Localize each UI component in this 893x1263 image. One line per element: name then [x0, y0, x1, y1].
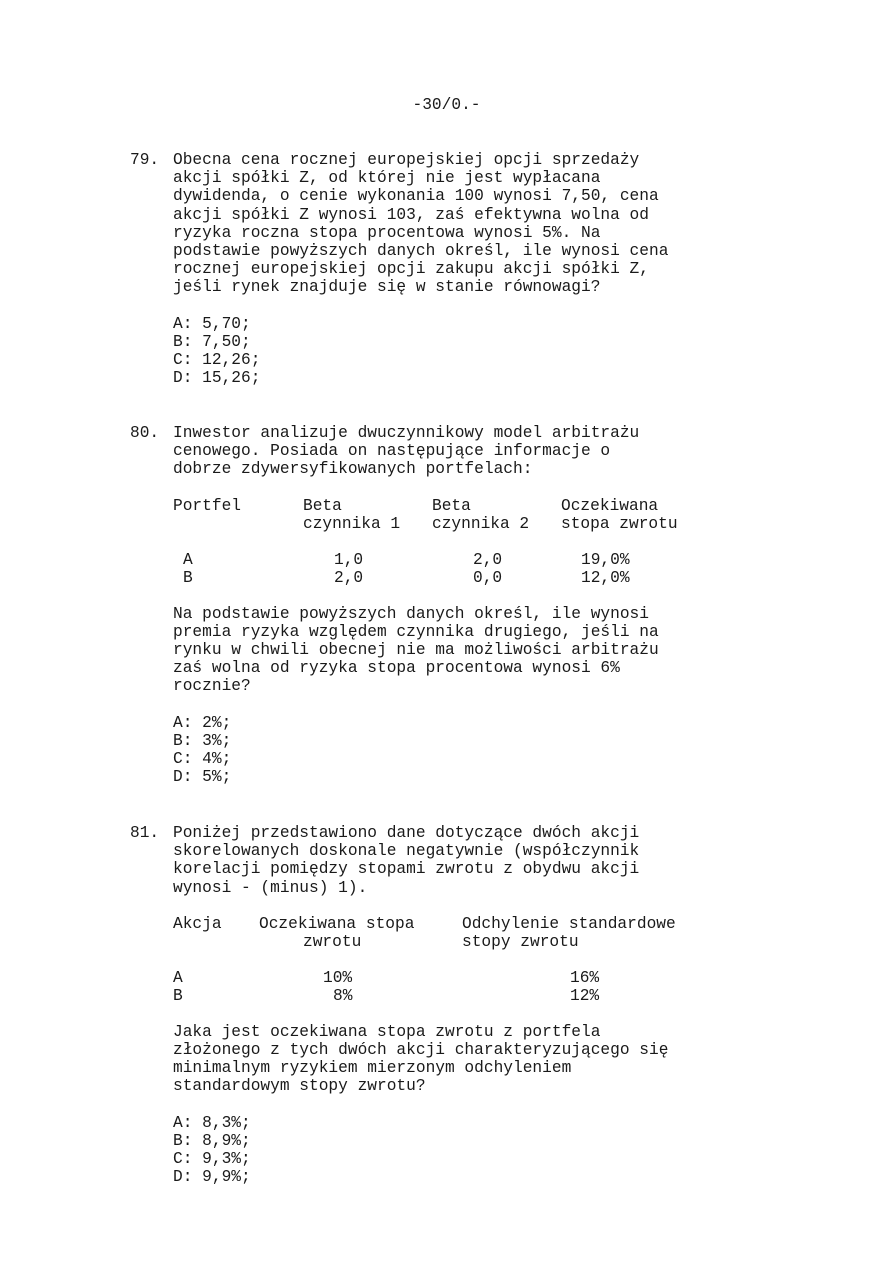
- question-text-after-table: [173, 1023, 793, 1096]
- table-cell-std-deviation: 12%: [570, 986, 600, 1005]
- table-cell-stock: A: [173, 968, 183, 987]
- question-body: [173, 424, 793, 786]
- portfolio-table: [173, 497, 793, 605]
- table-header-std-deviation-sub: stopy zwrotu: [462, 932, 579, 951]
- table-header-beta-1: Beta: [303, 496, 342, 515]
- question-text-line: skorelowanych doskonale negatywnie (współczynnik: [173, 842, 640, 861]
- question-text-line: Poniżej przedstawiono dane dotyczące dwóch akcji: [173, 824, 640, 842]
- question-text-line: podstawie powyższych danych określ, ile wynosi cena: [173, 241, 669, 260]
- table-header-std-deviation: Odchylenie standardowe: [462, 914, 676, 933]
- table-cell-portfolio: B: [183, 568, 193, 587]
- question-text-line: Jaka jest oczekiwana stopa zwrotu z portfela: [173, 1022, 601, 1041]
- question-text-line: rocznej europejskiej opcji zakupu akcji spółki Z,: [173, 260, 649, 279]
- question-text-line: dobrze zdywersyfikowanych portfelach:: [173, 460, 533, 479]
- question-text-after-table: [173, 605, 793, 696]
- table-cell-expected-return: 10%: [323, 968, 353, 987]
- question-number: 79.: [130, 151, 160, 169]
- answer-option-c: C: 9,3%;: [173, 1149, 251, 1168]
- table-header-expected-return-sub: zwrotu: [303, 932, 362, 951]
- page-header: -30/0.-: [412, 96, 481, 114]
- answer-option-d: D: 5%;: [173, 768, 232, 787]
- question-text-line: cenowego. Posiada on następujące informacje o: [173, 442, 611, 461]
- table-header-akcja: Akcja: [173, 914, 222, 933]
- stock-table: [173, 915, 793, 1023]
- answer-option-b: B: 7,50;: [173, 332, 251, 351]
- question-text-line: wynosi - (minus) 1).: [173, 878, 368, 897]
- table-header-beta-1-sub: czynnika 1: [303, 514, 401, 533]
- question-body: [173, 151, 793, 387]
- table-cell-beta-2: 2,0: [473, 550, 503, 569]
- question-text-line: minimalnym ryzykiem mierzonym odchyleniem: [173, 1059, 572, 1078]
- answer-option-d: D: 15,26;: [173, 369, 261, 388]
- answer-option-c: C: 4%;: [173, 749, 232, 768]
- table-cell-beta-1: 2,0: [334, 568, 364, 587]
- table-header-portfel: Portfel: [173, 496, 241, 515]
- question-text-line: złożonego z tych dwóch akcji charakteryzującego się: [173, 1040, 669, 1059]
- answer-option-a: A: 8,3%;: [173, 1113, 251, 1132]
- table-cell-portfolio: A: [183, 550, 193, 569]
- question-text-line: jeśli rynek znajduje się w stanie równowagi?: [173, 278, 601, 297]
- answer-option-b: B: 3%;: [173, 731, 232, 750]
- table-cell-expected-return: 12,0%: [581, 568, 630, 587]
- question-text-line: zaś wolna od ryzyka stopa procentowa wynosi 6%: [173, 659, 620, 678]
- question-number: 80.: [130, 424, 160, 442]
- question-text-line: Na podstawie powyższych danych określ, ile wynosi: [173, 604, 649, 623]
- answer-option-a: A: 2%;: [173, 713, 232, 732]
- question-text-line: ryzyka roczna stopa procentowa wynosi 5%. Na: [173, 223, 601, 242]
- question-text-line: akcji spółki Z wynosi 103, zaś efektywna wolna od: [173, 205, 649, 224]
- table-cell-std-deviation: 16%: [570, 968, 600, 987]
- question-body: [173, 824, 793, 1186]
- table-header-beta-2-sub: czynnika 2: [432, 514, 530, 533]
- answer-options: [173, 714, 793, 787]
- question-text-line: premia ryzyka względem czynnika drugiego, jeśli na: [173, 622, 659, 641]
- answer-option-d: D: 9,9%;: [173, 1168, 251, 1187]
- question-text-line: rocznie?: [173, 677, 251, 696]
- table-cell-beta-2: 0,0: [473, 568, 503, 587]
- question-text-line: standardowym stopy zwrotu?: [173, 1077, 426, 1096]
- question-text-line: Inwestor analizuje dwuczynnikowy model arbitrażu: [173, 424, 640, 442]
- table-cell-beta-1: 1,0: [334, 550, 364, 569]
- table-header-beta-2: Beta: [432, 496, 471, 515]
- question-text-line: korelacji pomiędzy stopami zwrotu z obydwu akcji: [173, 860, 640, 879]
- answer-options: [173, 1114, 793, 1187]
- question-text-line: Obecna cena rocznej europejskiej opcji sprzedaży: [173, 151, 640, 169]
- table-header-expected-return-sub: stopa zwrotu: [561, 514, 678, 533]
- table-cell-expected-return: 8%: [333, 986, 353, 1005]
- table-cell-expected-return: 19,0%: [581, 550, 630, 569]
- question-text-line: rynku w chwili obecnej nie ma możliwości arbitrażu: [173, 640, 659, 659]
- answer-options: [173, 315, 793, 388]
- question-text-line: dywidenda, o cenie wykonania 100 wynosi 7,50, cena: [173, 187, 659, 206]
- table-cell-stock: B: [173, 986, 183, 1005]
- answer-option-b: B: 8,9%;: [173, 1131, 251, 1150]
- answer-option-a: A: 5,70;: [173, 314, 251, 333]
- question-number: 81.: [130, 824, 160, 842]
- answer-option-c: C: 12,26;: [173, 350, 261, 369]
- table-header-expected-return: Oczekiwana: [561, 496, 659, 515]
- question-text-line: akcji spółki Z, od której nie jest wypłacana: [173, 169, 601, 188]
- table-header-expected-return: Oczekiwana stopa: [259, 914, 415, 933]
